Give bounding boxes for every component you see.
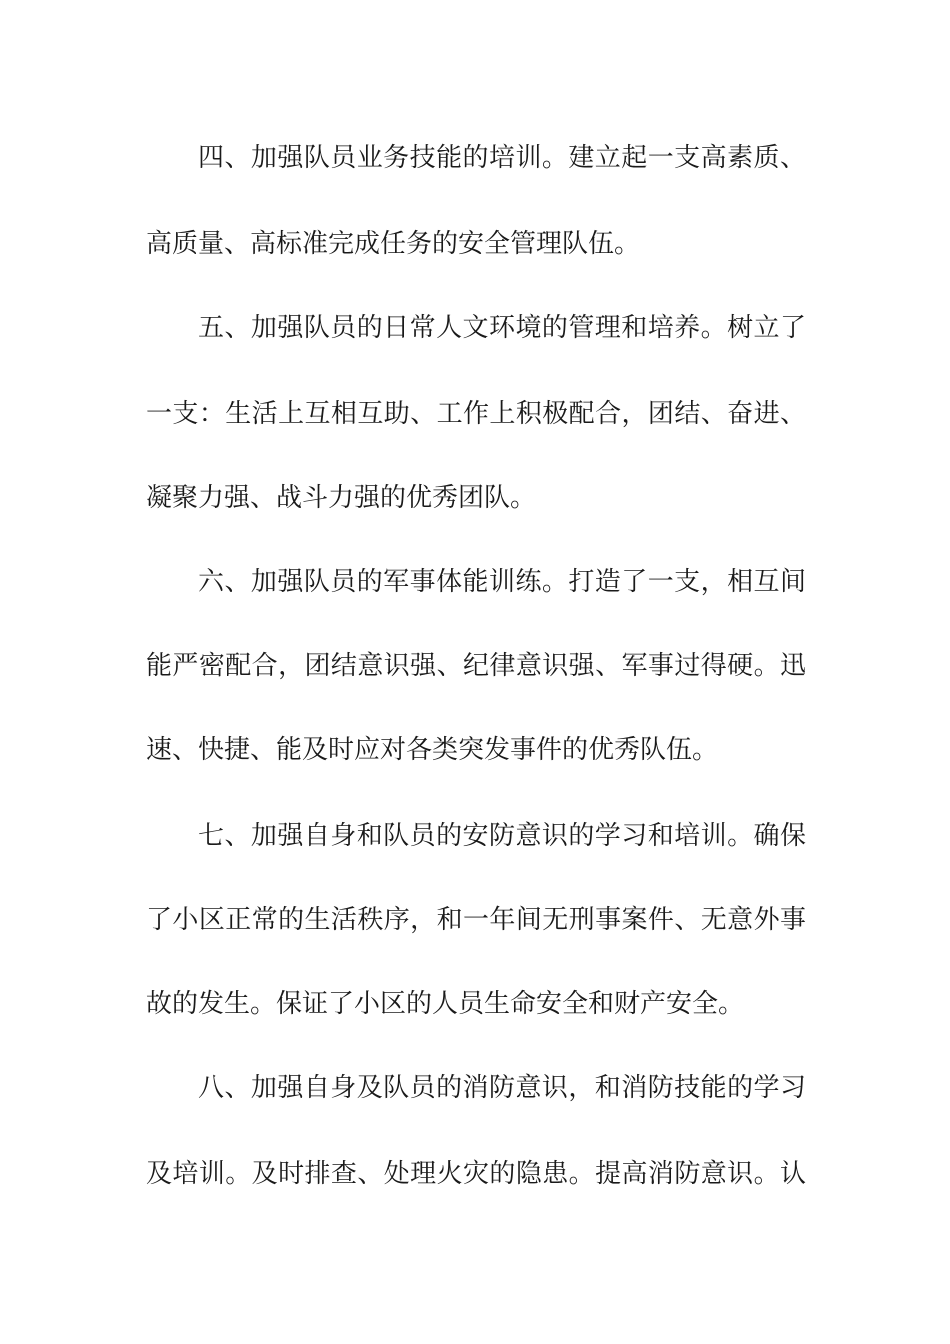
paragraph-4-line-2: 高质量、高标准完成任务的安全管理队伍。	[146, 229, 641, 259]
paragraph-6-line-2: 能严密配合，团结意识强、纪律意识强、军事过得硬。迅	[146, 651, 806, 681]
paragraph-4-line-1: 四、加强队员业务技能的培训。建立起一支高素质、	[198, 143, 806, 173]
paragraph-7-line-2: 了小区正常的生活秩序，和一年间无刑事案件、无意外事	[146, 905, 806, 935]
paragraph-8-line-1: 八、加强自身及队员的消防意识，和消防技能的学习	[198, 1073, 806, 1103]
paragraph-5-line-1: 五、加强队员的日常人文环境的管理和培养。树立了	[198, 313, 806, 343]
paragraph-5-line-2: 一支：生活上互相互助、工作上积极配合，团结、奋进、	[146, 399, 806, 429]
paragraph-8-line-2: 及培训。及时排查、处理火灾的隐患。提高消防意识。认	[146, 1159, 806, 1189]
paragraph-5-line-3: 凝聚力强、战斗力强的优秀团队。	[146, 483, 537, 513]
paragraph-6-line-3: 速、快捷、能及时应对各类突发事件的优秀队伍。	[146, 735, 719, 765]
paragraph-7-line-3: 故的发生。保证了小区的人员生命安全和财产安全。	[146, 989, 745, 1019]
paragraph-6-line-1: 六、加强队员的军事体能训练。打造了一支，相互间	[198, 567, 806, 597]
paragraph-7-line-1: 七、加强自身和队员的安防意识的学习和培训。确保	[198, 821, 806, 851]
